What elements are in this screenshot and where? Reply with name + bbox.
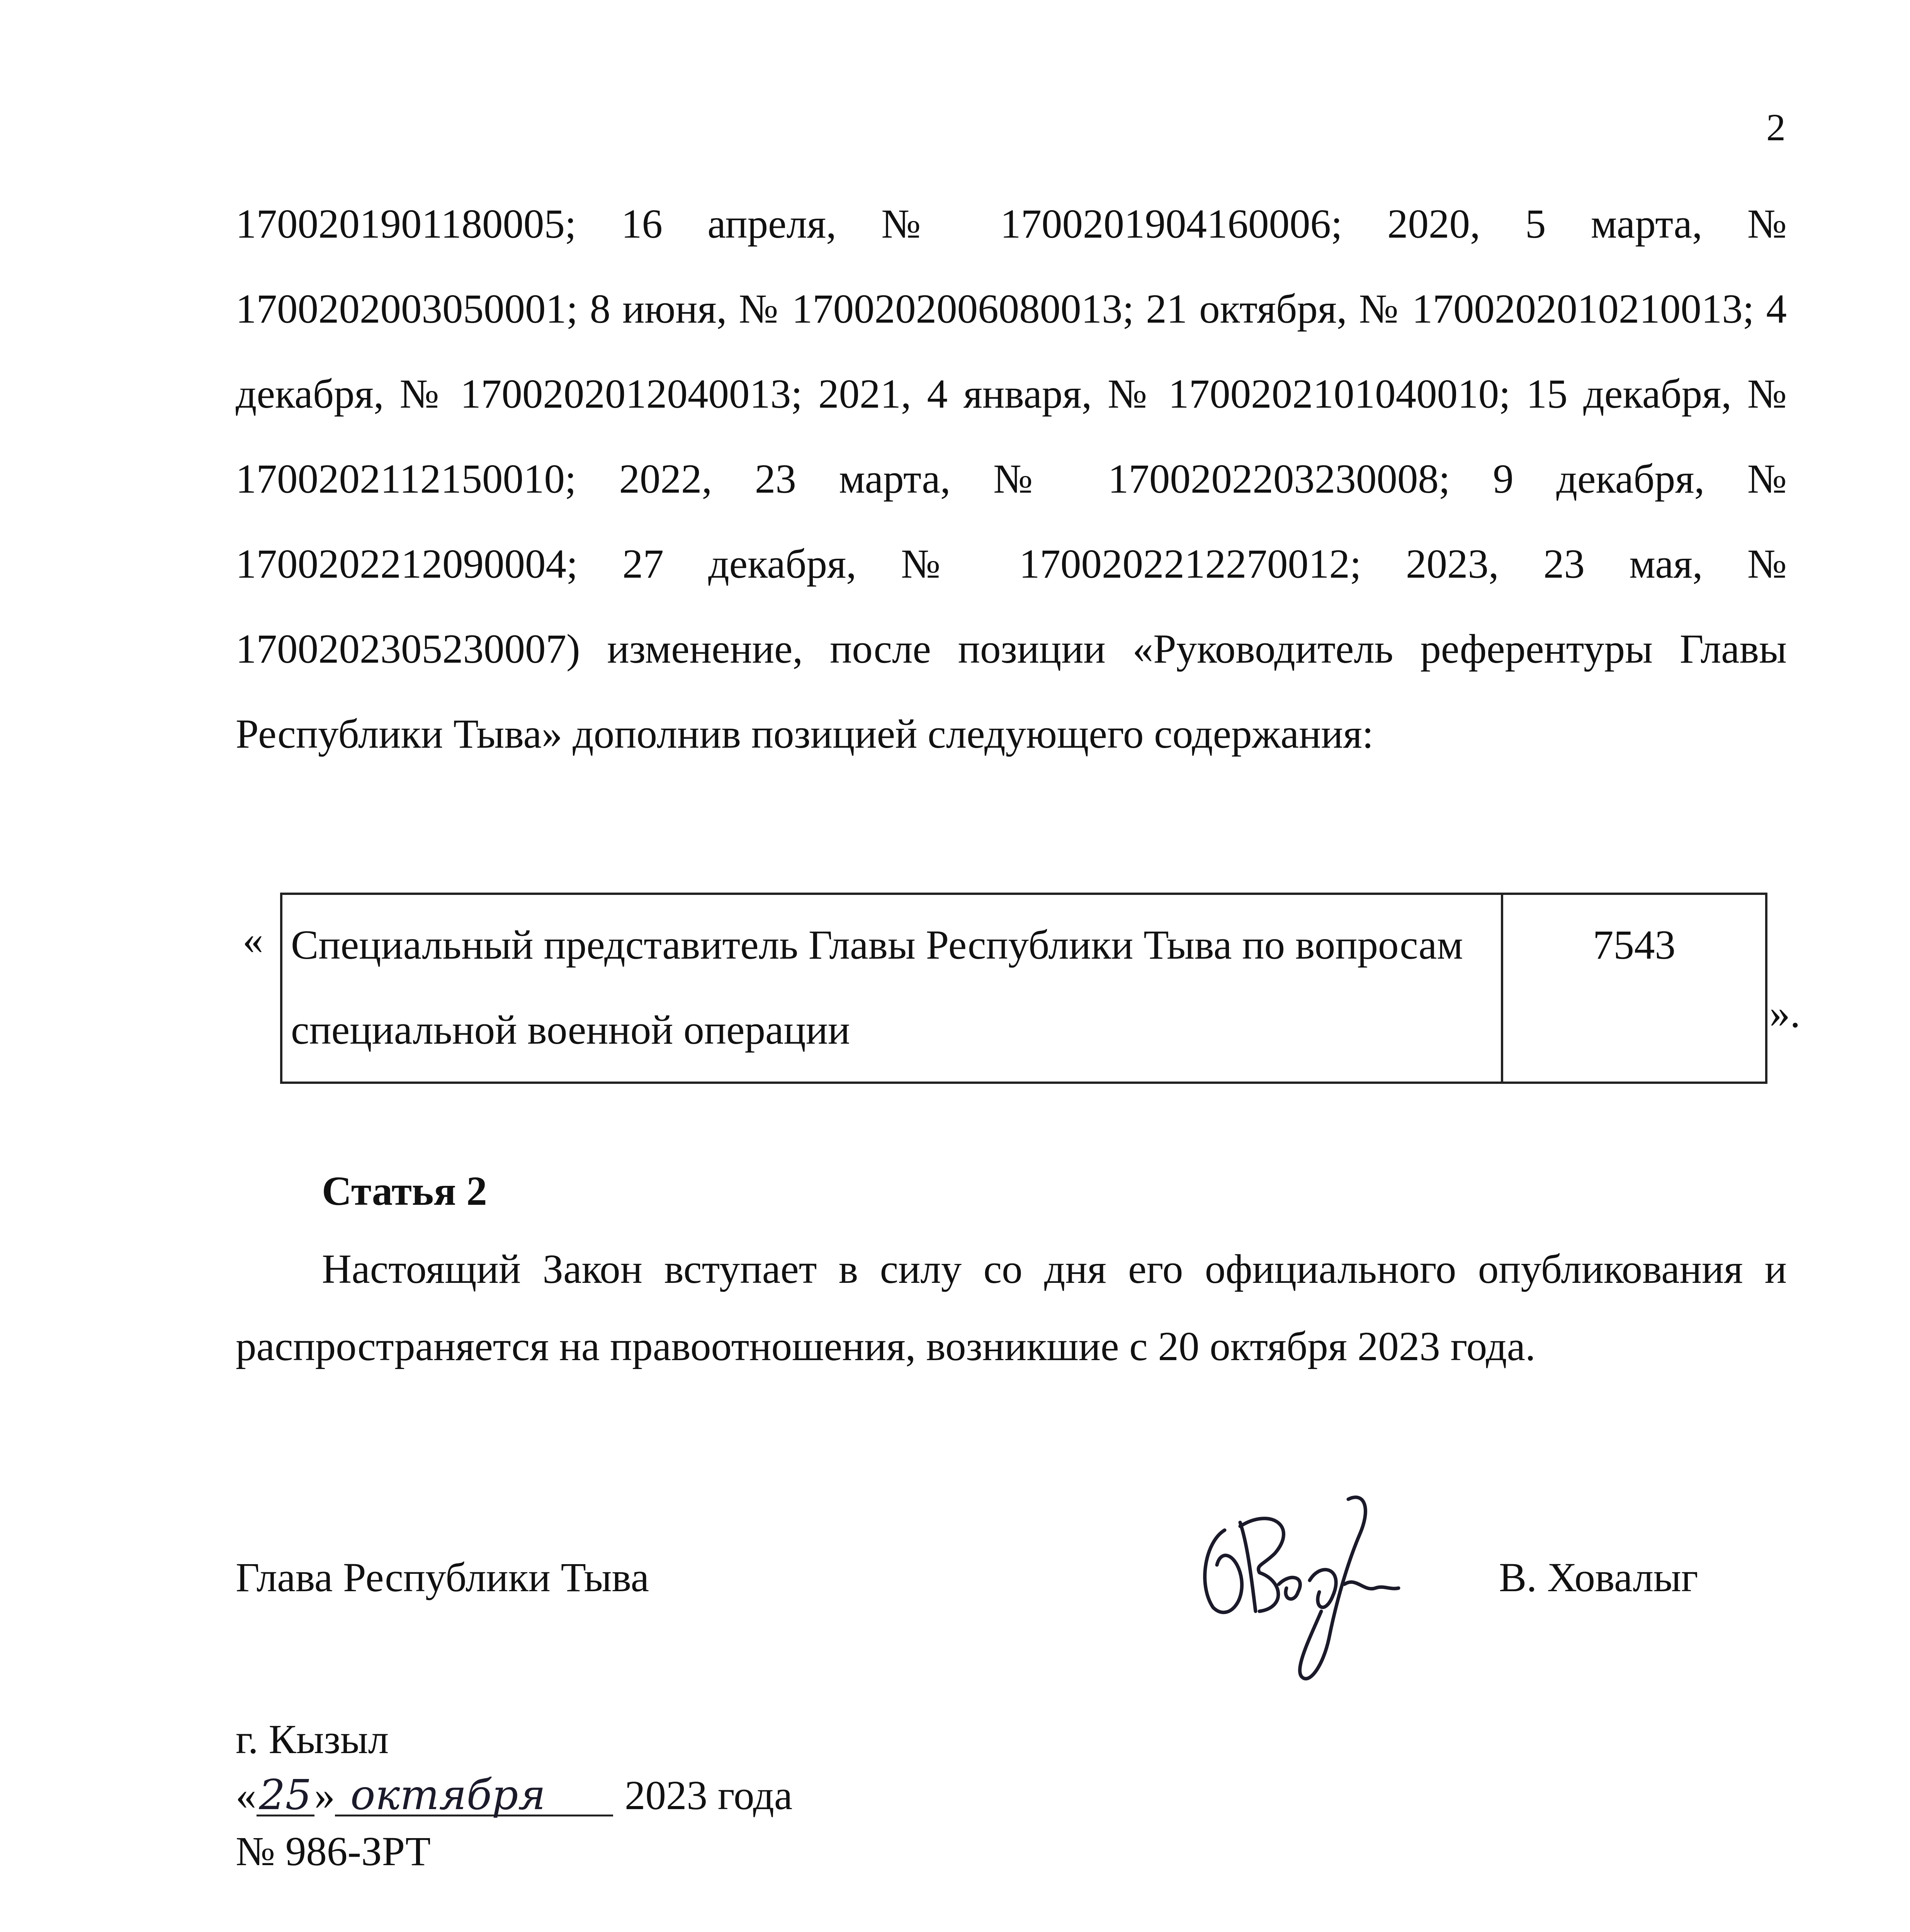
handwritten-signature [1182, 1484, 1414, 1700]
article-heading: Статья 2 [322, 1168, 487, 1214]
signatory-name: В. Ховалыг [1499, 1555, 1698, 1600]
position-code-cell: 7543 [1502, 894, 1766, 1083]
date-month-handwritten: октября [335, 1776, 613, 1816]
city-line: г. Кызыл [236, 1717, 389, 1762]
date-day-handwritten: 25 [257, 1776, 314, 1816]
law-number: № 986-ЗРТ [236, 1829, 431, 1874]
table-row [281, 894, 1766, 1083]
page-number: 2 [1766, 106, 1786, 149]
continuation-paragraph: 1700201901180005; 16 апреля, № 1700201904160006; 2020, 5 марта, № 1700202003050001; 8 июня, № 1700202006080013; 21 октября, № 1700202010210013; 4 декабря, № 1700202012040013; 2021, 4 января, № 1700202101040010; 15 декабря, № 1700202112150010; 2022, 23 марта, № 1700202203230008; 9 декабря, № 1700202212090004; 27 декабря, № 1700202212270012; 2023, 23 мая, № 1700202305230007) изменение, после позиции «Руководитель референтуры Главы Республики Тыва» дополнив позицией следующего содержания: [236, 201, 1787, 757]
date-quote-open: « [236, 1773, 257, 1818]
position-insert-table [280, 893, 1767, 1084]
date-quote-close: » [314, 1773, 335, 1818]
insert-quote-open: « [243, 917, 263, 963]
article-body: Настоящий Закон вступает в силу со дня его официального опубликования и распространяется на правоотношения, возникшие с 20 октября 2023 года. [236, 1247, 1787, 1369]
date-line [236, 1768, 792, 1824]
insert-quote-close: ». [1769, 991, 1801, 1036]
date-year: 2023 года [625, 1773, 793, 1818]
position-name-cell: Специальный представитель Главы Республики Тыва по вопросам специальной военной операции [281, 894, 1502, 1083]
signatory-title: Глава Республики Тыва [236, 1555, 649, 1600]
place-date-block [236, 1712, 792, 1880]
